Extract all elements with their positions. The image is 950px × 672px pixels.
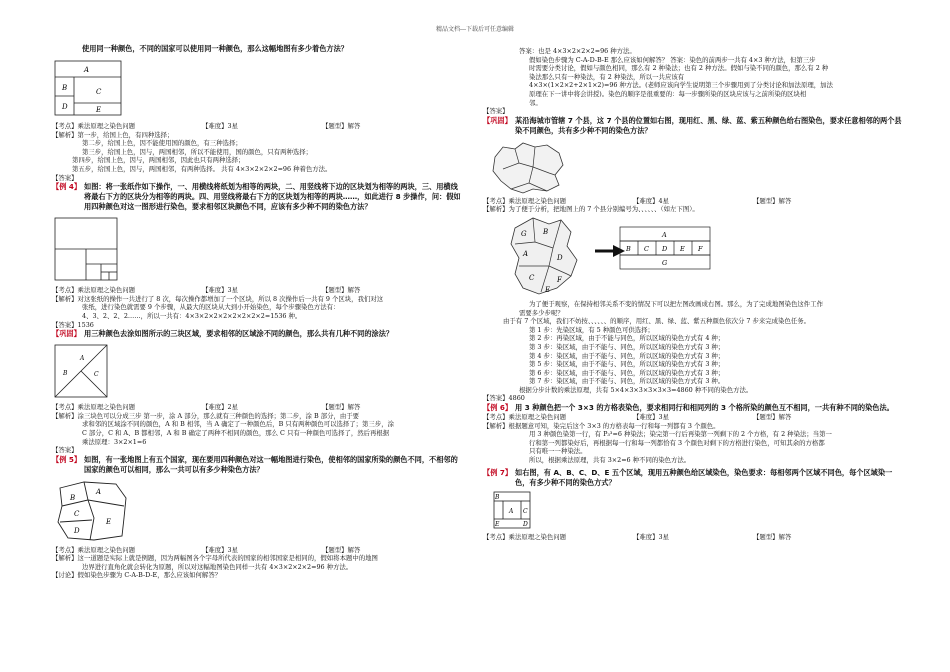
right-column bbox=[483, 47, 903, 541]
region-label: B bbox=[63, 370, 68, 378]
region-label: G bbox=[521, 229, 527, 238]
region-label: C bbox=[529, 273, 535, 282]
meta-topic: 【考点】乘法原理之染色问题 bbox=[52, 122, 136, 130]
solution-line: 第三步，给国上色，因与，两国相邻，所以不能使用，国的颜色，只有两种选择； bbox=[82, 147, 313, 156]
region-label: A bbox=[509, 507, 514, 515]
region-label: B bbox=[495, 493, 500, 501]
figure-grid-diagram bbox=[619, 226, 711, 276]
meta-difficulty: 【难度】3星 bbox=[202, 122, 239, 130]
region-label: C bbox=[74, 509, 80, 518]
figure-numbered-map bbox=[505, 214, 601, 300]
answer-label: 【答案】 bbox=[483, 107, 509, 116]
solution-line: 第二步，给国上色，因不能使用国的颜色，有三种选择； bbox=[82, 139, 242, 148]
region-label: D bbox=[74, 526, 80, 535]
example-block bbox=[483, 468, 903, 488]
region-label: E bbox=[545, 285, 551, 294]
meta-topic: 【考点】乘法原理之染色问题 bbox=[52, 403, 136, 412]
region-label: C bbox=[523, 507, 528, 515]
grid-label: B bbox=[626, 244, 631, 253]
example-text: 用三种颜色去涂如图所示的三块区域，要求相邻的区域涂不同的颜色，那么共有几种不同的涂法？ bbox=[84, 329, 394, 339]
solution-line: 第 6 步：染区域，由于不能与、同色，所以区域的染色方式有 3 种； bbox=[529, 368, 725, 377]
left-column bbox=[52, 44, 462, 580]
figure-map-2 bbox=[54, 478, 132, 544]
solution-line: C 部分，C 和 A、B 都相邻，A 和 B 确定了两种不相同的颜色，那么 C 只有一种颜色可选择了，然后再根据 bbox=[82, 428, 390, 437]
solution-line: 【解析】涂三块色可以分成三步 第一步，涂 A 部分，那么就有三种颜色的选择；第二步，涂 B 部分，由于要 bbox=[52, 411, 360, 420]
discussion-line: 【讨论】假如染色步骤为 C-A-B-D-E，那么应该如何解答？ bbox=[52, 571, 222, 580]
figure-county-map bbox=[489, 139, 569, 195]
meta-difficulty: 【难度】3星 bbox=[202, 286, 239, 295]
region-label: D bbox=[523, 520, 528, 528]
region-label: B bbox=[70, 493, 76, 502]
region-label: E bbox=[96, 106, 102, 114]
solution-line: 根据分步计数的乘法原理，共有 5×4×3×3×3×3×3=4860 种不同的染色方法。 bbox=[519, 385, 753, 394]
region-label: E bbox=[106, 517, 112, 526]
solution-line: 用 3 种颜色染第一行，有 P₃³=6 种染法；染完第一行后再染第一列剩下的 2 个方格，有 2 种染法；当第一 bbox=[529, 430, 832, 439]
region-label: A bbox=[84, 66, 90, 74]
example-tag: 【巩固】 bbox=[52, 329, 81, 339]
text-line: 原理在下一讲中将会讲授)。染色的顺序是很重要的：每一步骤所染的区块应该与之前所染的区块相 bbox=[529, 89, 807, 98]
meta-topic: 【考点】乘法原理之染色问题 bbox=[52, 545, 136, 554]
answer-label: 【答案】 bbox=[52, 446, 78, 455]
region-label: D bbox=[62, 103, 68, 111]
example-text: 如图，有一张地图上有五个国家，现在要用四种颜色对这一幅地图进行染色，使相邻的国家所染的颜色不同，不相邻的国家的颜色可以相同，那么一共可以有多少种染色方法？ bbox=[84, 454, 458, 474]
solution-line: 第 7 步：染区域，由于不能与、同色，所以区域的染色方式有 3 种。 bbox=[529, 377, 725, 386]
meta-row bbox=[52, 286, 462, 295]
solution-line: 求和邻的区域涂不同的颜色，A 和 B 相邻，当 A 确定了一种颜色后，B 只有两种颜色可以选择了；第三步，涂 bbox=[82, 420, 394, 429]
example-block bbox=[483, 116, 903, 136]
text-line: 时需要分类讨论，假如与颜色相同，那么有 2 种染法；也有 2 种方法。假如与染不同的颜色，那么有 2 种 bbox=[529, 64, 829, 73]
solution-line: 由于有 7 个区域，我们不妨按、、、、、、的顺序，用红、黑、绿、蓝、紫五种颜色依次分 7 步来完成染色任务。 bbox=[503, 317, 811, 326]
meta-type: 【题型】解答 bbox=[322, 545, 361, 554]
text-line: 邻。 bbox=[529, 98, 542, 107]
meta-type: 【题型】解答 bbox=[753, 413, 792, 422]
answer-label: 【答案】4860 bbox=[483, 394, 525, 403]
answer-label: 【答案】1536 bbox=[52, 320, 94, 329]
meta-type: 【题型】解答 bbox=[322, 122, 361, 130]
figure-subdivided-paper bbox=[54, 217, 120, 283]
solution-line: 【解析】这一道题是实际上就是例题，因为两幅图各个字母所代表的国家的相邻国家是相同的，假如将本题中的地图 bbox=[52, 554, 378, 563]
meta-type: 【题型】解答 bbox=[753, 532, 792, 541]
region-label: B bbox=[543, 227, 549, 236]
region-label: A bbox=[523, 249, 529, 258]
example-text: 某沿海城市管辖 7 个县，这 7 个县的位置如右图，现用红、黑、绿、蓝、紫五种颜色给右图染色，要求任意相邻的两个县染不同颜色，共有多少种不同的染色方法？ bbox=[515, 115, 902, 135]
region-label: B bbox=[62, 84, 68, 92]
solution-line: 所以，根据乘法原理，共有 3×2=6 种不同的染色方法。 bbox=[529, 456, 691, 465]
grid-label: A bbox=[662, 230, 667, 239]
example-text: 如图：将一张纸作如下操作，一、用横线将纸划为相等的两块，二、用竖线将下边的区块划为相等的两块，三、用横线将最右下方的区块分为相等的两块。四、用竖线将最右下方的区块划为相等的两块……，如此进行 8 步操作，问：假如用四种颜色对这一图形进行染色，要求相邻区块颜色不同，应该有多少种不同的染色方法？ bbox=[84, 182, 461, 212]
region-label: D bbox=[557, 253, 563, 262]
text-line: 假如染色步骤为 C-A-D-B-E 那么应该如何解答？ 答案：染色的前两步一共有 4×3 种方法，但第三步 bbox=[529, 55, 816, 64]
meta-type: 【题型】解答 bbox=[753, 196, 792, 205]
figure-map-1 bbox=[54, 60, 124, 118]
grid-label: G bbox=[662, 258, 668, 267]
grid-label: C bbox=[644, 244, 649, 253]
solution-line: 【解析】为了便于分析，把地图上的 7 个县分别编号为、、、、、、（如左下图）。 bbox=[483, 205, 699, 214]
meta-type: 【题型】解答 bbox=[322, 403, 361, 412]
figure-triangle-regions bbox=[54, 344, 110, 400]
meta-row bbox=[52, 546, 462, 555]
meta-difficulty: 【难度】3星 bbox=[633, 413, 670, 422]
example-tag: 【例 6】 bbox=[483, 403, 513, 413]
meta-topic: 【考点】乘法原理之染色问题 bbox=[483, 413, 567, 422]
example-block bbox=[52, 455, 462, 475]
question-text: 使用同一种颜色，不同的国家可以使用同一种颜色，那么这幅地图有多少着色方法？ bbox=[82, 44, 348, 53]
solution-line: 【解析】根据题意可知，染完后这个 3×3 的方格表每一行和每一列都有 3 个颜色。 bbox=[483, 421, 720, 430]
solution-line: 需要多少步呢？ bbox=[519, 308, 564, 317]
text-line: 染法那么只有一种染法，有 2 种染法，所以一共应该有 bbox=[529, 72, 685, 81]
region-label: A bbox=[96, 487, 102, 496]
solution-line: 第四步，给国上色，因与，两国相邻，因此也只有两种选择； bbox=[72, 156, 245, 165]
meta-difficulty: 【难度】3星 bbox=[633, 532, 670, 541]
grid-label: E bbox=[680, 244, 685, 253]
example-tag: 【巩固】 bbox=[483, 115, 512, 125]
solution-line: 只有唯一一种染法。 bbox=[529, 447, 587, 456]
solution-line: 【解析】对这张纸的操作一共进行了 8 次，每次操作都增加了一个区块，所以 8 次操作后一共有 9 个区块，我们对这 bbox=[52, 294, 384, 303]
meta-row bbox=[483, 533, 903, 542]
example-tag: 【例 5】 bbox=[52, 454, 82, 464]
solution-line: 张纸，进行染色就需要 9 个步骤，从最大的区块从大到小开始染色，每个步骤染色方法有： bbox=[82, 303, 340, 312]
example-text: 用 3 种颜色把一个 3×3 的方格表染色，要求相同行和相同列的 3 个格所染的颜色互不相同，一共有种不同的染色法。 bbox=[515, 403, 894, 413]
solution-line: 【解析】第一步，给国上色，有四种选择； bbox=[52, 130, 174, 139]
example-tag: 【例 4】 bbox=[52, 182, 82, 192]
region-label: C bbox=[96, 88, 102, 96]
figure-five-regions bbox=[493, 491, 533, 531]
meta-topic: 【考点】乘法原理之染色问题 bbox=[52, 286, 136, 295]
region-label: E bbox=[495, 520, 500, 528]
page-header: 精品文档---下载后可任意编辑 bbox=[435, 26, 515, 33]
figure-pair bbox=[483, 214, 903, 300]
meta-row bbox=[483, 413, 903, 422]
example-block bbox=[52, 329, 462, 339]
solution-line: 第 4 步：染区域，由于不能与、同色，所以区域的染色方式有 3 种； bbox=[529, 351, 725, 360]
grid-label: D bbox=[662, 244, 668, 253]
meta-difficulty: 【难度】2星 bbox=[202, 403, 239, 412]
solution-line: 第 3 步：染区域，由于不能与、同色，所以区域的染色方式有 3 种； bbox=[529, 342, 725, 351]
answer-label: 【答案】 bbox=[52, 173, 78, 182]
text-line: 4×3×(1×2×2+2×1×2)=96 种方法。(老师应该向学生说明第三个步骤用到了分类讨论和加法原理，加法 bbox=[529, 81, 833, 90]
grid-label: F bbox=[698, 244, 703, 253]
meta-row bbox=[52, 403, 462, 412]
solution-line: 乘法原理：3×2×1=6 bbox=[82, 437, 147, 446]
solution-line: 第五步，给国上色，因与，两国相邻，有两种选择。 共有 4×3×2×2×2=96 种着色方法。 bbox=[72, 164, 332, 173]
solution-line: 边界进行直角化就会转化为原题，所以对这幅地图染色同样一共有 4×3×2×2×2=96 种方法。 bbox=[82, 562, 353, 571]
meta-type: 【题型】解答 bbox=[322, 286, 361, 295]
solution-line: 为了便于观察，在保持相邻关系不变的情况下可以把左图改画成右图。那么，为了完成地图染色这件工作 bbox=[529, 299, 823, 308]
example-tag: 【例 7】 bbox=[483, 467, 513, 477]
meta-difficulty: 【难度】4星 bbox=[633, 196, 670, 205]
solution-line: 4、3、2、2、2……，所以一共有：4×3×2×2×2×2×2×2×2=1536 种。 bbox=[82, 311, 302, 320]
region-label: A bbox=[80, 355, 85, 363]
example-block bbox=[483, 403, 903, 413]
meta-row bbox=[52, 122, 462, 131]
region-label: F bbox=[557, 275, 562, 284]
solution-line: 第 5 步：染区域，由于不能与、同色，所以区域的染色方式有 3 种； bbox=[529, 360, 725, 369]
example-block bbox=[52, 182, 462, 212]
text-line: 答案：也是 4×3×2×2×2=96 种方法。 bbox=[519, 47, 636, 55]
meta-topic: 【考点】乘法原理之染色问题 bbox=[483, 196, 567, 205]
solution-line: 行和第一列都染好后，再根据每一行和每一列都恰有 3 个颜色对剩下的方格进行染色，可知其余的方格都 bbox=[529, 438, 825, 447]
meta-difficulty: 【难度】3星 bbox=[202, 545, 239, 554]
solution-line: 第 1 步：先染区域，有 5 种颜色可供选择； bbox=[529, 325, 654, 334]
region-label: C bbox=[94, 371, 99, 379]
meta-topic: 【考点】乘法原理之染色问题 bbox=[483, 532, 567, 541]
solution-line: 第 2 步：再染区域，由于不能与同色，所以区域的染色方式有 4 种； bbox=[529, 334, 725, 343]
example-text: 如右图，有 A、B、C、D、E 五个区域，现用五种颜色给区域染色，染色要求：每相邻两个区域不同色，每个区域染一色，有多少种不同的染色方式？ bbox=[515, 467, 893, 487]
